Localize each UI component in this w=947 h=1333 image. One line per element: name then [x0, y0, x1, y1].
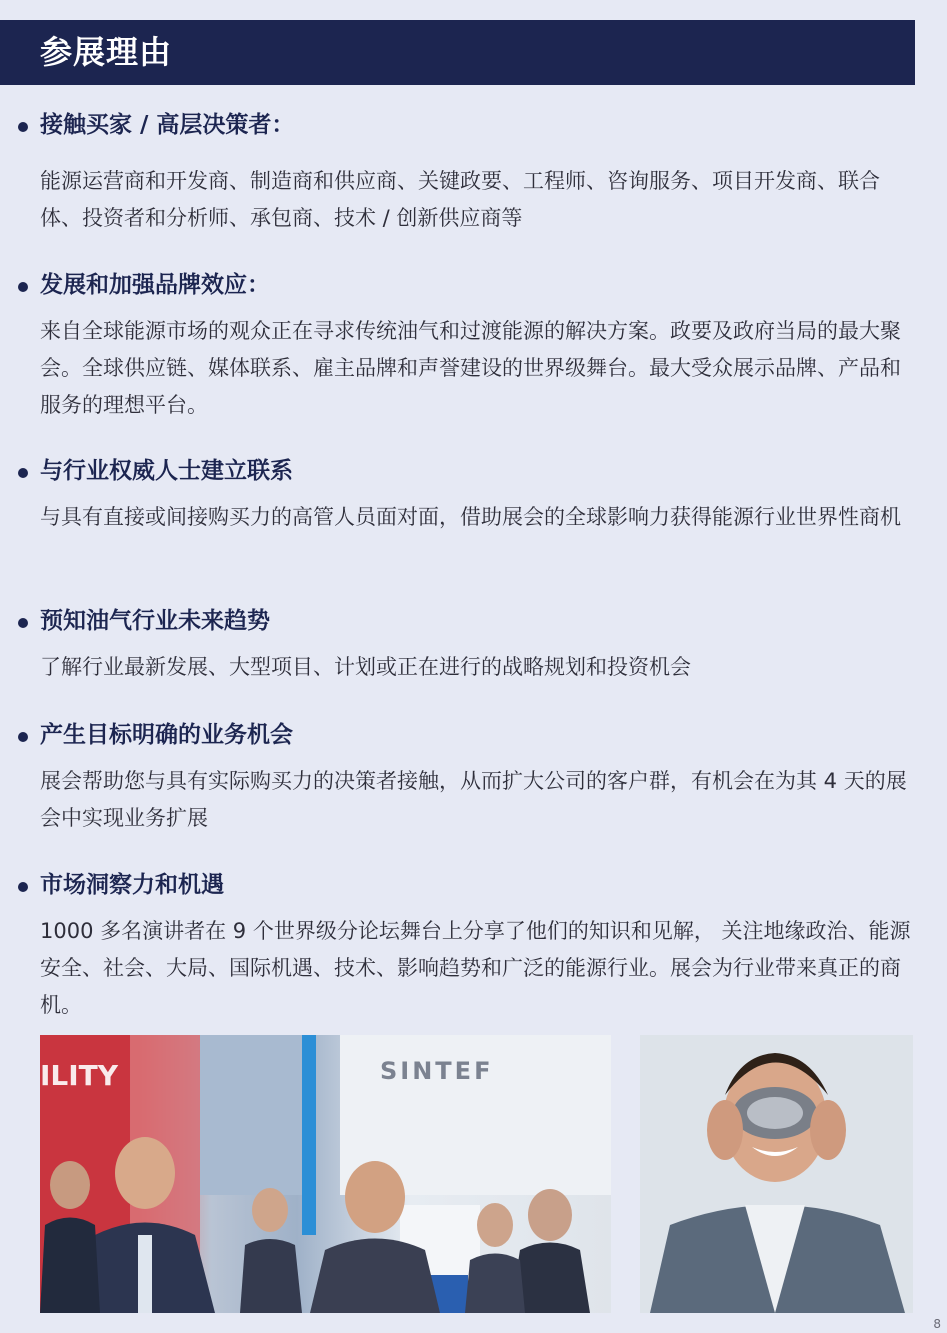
section-title: 发展和加强品牌效应： — [40, 272, 270, 298]
bullet-icon — [18, 882, 28, 892]
section-title: 产生目标明确的业务机会 — [40, 722, 293, 748]
exhibition-scene — [40, 1035, 611, 1313]
sintef-logo: SINTEF — [380, 1057, 494, 1085]
page-title: 参展理由 — [40, 33, 173, 71]
bullet-icon — [18, 282, 28, 292]
section-title: 与行业权威人士建立联系 — [40, 458, 293, 484]
section-body: 展会帮助您与具有实际购买力的决策者接触，从而扩大公司的客户群，有机会在为其 4 天的展会中实现业务扩展 — [40, 769, 907, 830]
section-body: 能源运营商和开发商、制造商和供应商、关键政要、工程师、咨询服务、项目开发商、联合体、投资者和分析师、承包商、技术 / 创新供应商等 — [40, 169, 880, 230]
header-bar — [0, 20, 915, 85]
page-number: 8 — [933, 1317, 941, 1331]
section-title: 市场洞察力和机遇 — [40, 872, 224, 898]
visitor-photo — [640, 1035, 913, 1313]
bullet-icon — [18, 468, 28, 478]
bullet-icon — [18, 122, 28, 132]
section-body: 了解行业最新发展、大型项目、计划或正在进行的战略规划和投资机会 — [40, 655, 691, 679]
section-body: 与具有直接或间接购买力的高管人员面对面，借助展会的全球影响力获得能源行业世界性商机 — [40, 505, 901, 529]
booth-sign: ILITY — [40, 1059, 119, 1092]
bullet-icon — [18, 732, 28, 742]
exhibition-photo — [40, 1035, 611, 1313]
section-body: 来自全球能源市场的观众正在寻求传统油气和过渡能源的解决方案。政要及政府当局的最大聚会。全球供应链、媒体联系、雇主品牌和声誉建设的世界级舞台。最大受众展示品牌、产品和服务的理想平台。 — [40, 319, 901, 417]
section-title: 接触买家 / 高层决策者： — [40, 112, 295, 138]
section-title: 预知油气行业未来趋势 — [40, 608, 270, 634]
bullet-icon — [18, 618, 28, 628]
visitor-scene — [640, 1035, 913, 1313]
section-body: 1000 多名演讲者在 9 个世界级分论坛舞台上分享了他们的知识和见解， 关注地缘政治、能源安全、社会、大局、国际机遇、技术、影响趋势和广泛的能源行业。展会为行业带来真正的商机。 — [40, 919, 911, 1017]
